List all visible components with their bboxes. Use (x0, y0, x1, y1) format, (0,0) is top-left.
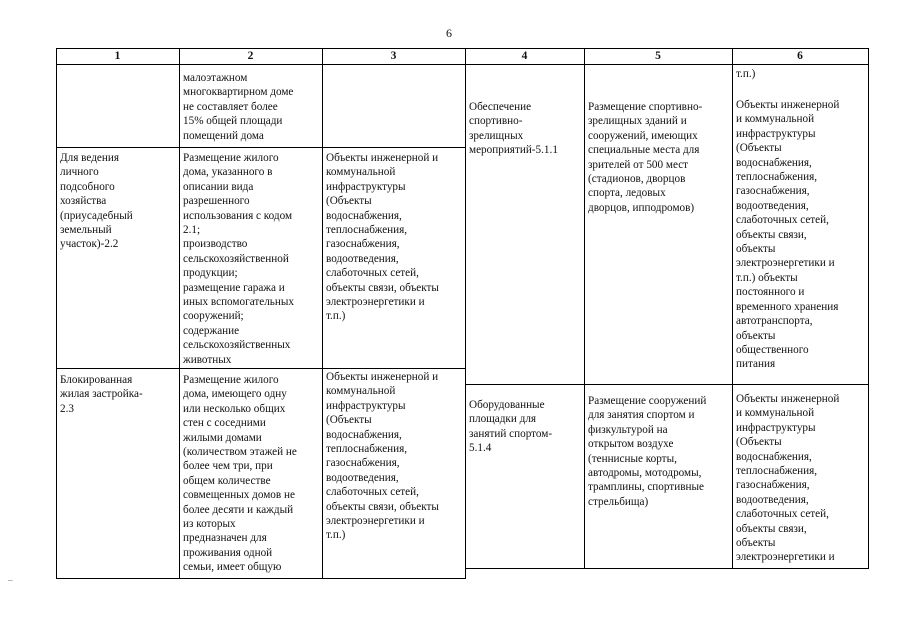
col5-col6-border (732, 48, 733, 569)
table-top-border (56, 48, 869, 49)
header-col-1: 1 (114, 50, 121, 62)
right-row2-col6-text: Объекты инженерной и коммунальной инфраструктуры (Объекты водоснабжения, теплоснабжения, газоснабжения, водоотведения, слаботочных сетей, объекты связи, объекты электроэнергетики и (736, 393, 840, 564)
header-col-5: 5 (655, 50, 661, 62)
table-bottom-border-left (56, 578, 465, 579)
header-bottom-border (56, 64, 869, 65)
land-use-table (56, 48, 869, 578)
page-number: 6 (446, 26, 452, 40)
col1-col2-border (179, 48, 180, 579)
header-col-4: 4 (521, 50, 528, 62)
right-row1-col6-top: т.п.) (736, 68, 756, 80)
right-row1-col4-text: Обеспечение спортивно- зрелищных мероприятий-5.1.1 (469, 101, 558, 157)
row2-col1-text: Для ведения личного подсобного хозяйства (приусадебный земельный участок)-2.2 (60, 152, 133, 251)
right-row1-col5-text: Размещение спортивно- зрелищных зданий и сооружений, имеющих специальные места для зрителей от 500 мест (стадионов, дворцов спорта, ледовых дворцов, ипподромов) (588, 101, 703, 214)
col6-right-border (868, 48, 869, 569)
right-row2-col5-text: Размещение сооружений для занятия спортом и физкультурой на открытом воздухе (теннисные корты, автодромы, мотодромы, трамплины, спортивные стрельбища) (588, 395, 707, 508)
table-bottom-border-right (465, 568, 869, 569)
margin-fragment: _ (8, 572, 13, 582)
header-col-3: 3 (390, 50, 397, 62)
right-row2-col4-text: Оборудованные площадки для занятий спортом- 5.1.4 (469, 399, 553, 455)
left-row2-border (56, 368, 465, 369)
col3-col4-border (465, 48, 466, 579)
header-col-6: 6 (797, 50, 803, 62)
col2-col3-border (322, 48, 323, 579)
row2-col3-text: Объекты инженерной и коммунальной инфраструктуры (Объекты водоснабжения, теплоснабжения, газоснабжения, водоотведения, слаботочных сетей, объекты связи, объекты электроэнергетики и т.п.) (326, 152, 439, 323)
row3-col2-text: Размещение жилого дома, имеющего одну или несколько общих стен с соседними жилыми домами (количеством этажей не более чем три, при общем количестве совмещенных домов не более десяти и каждый из которых предназначен для проживания одной семьи, имеет общую (183, 374, 297, 574)
col4-col5-border (584, 48, 585, 569)
right-row1-border (465, 384, 869, 385)
row2-col2-text: Размещение жилого дома, указанного в описании вида разрешенного использования с кодом 2.1; производство сельскохозяйственной продукции; размещение гаража и иных вспомогательных сооружений; содержание сельскохозяйственных животных (183, 152, 295, 366)
col1-left-border (56, 48, 57, 579)
header-col-2: 2 (247, 50, 254, 62)
row3-col3-text: Объекты инженерной и коммунальной инфраструктуры (Объекты водоснабжения, теплоснабжения, газоснабжения, водоотведения, слаботочных сетей, объекты связи, объекты электроэнергетики и т.п.) (326, 371, 439, 542)
row1-col2-text: малоэтажном многоквартирном доме не составляет более 15% общей площади помещений дома (183, 72, 294, 142)
left-row1-border (56, 147, 465, 148)
right-row1-col6-text: Объекты инженерной и коммунальной инфраструктуры (Объекты водоснабжения, теплоснабжения, газоснабжения, водоотведения, слаботочных сетей, объекты связи, объекты электроэнергетики и т.п.) объекты постоянного и временного хранения автотранспорта, объекты общественного питания (736, 99, 840, 371)
row3-col1-text: Блокированная жилая застройка- 2.3 (60, 374, 143, 415)
